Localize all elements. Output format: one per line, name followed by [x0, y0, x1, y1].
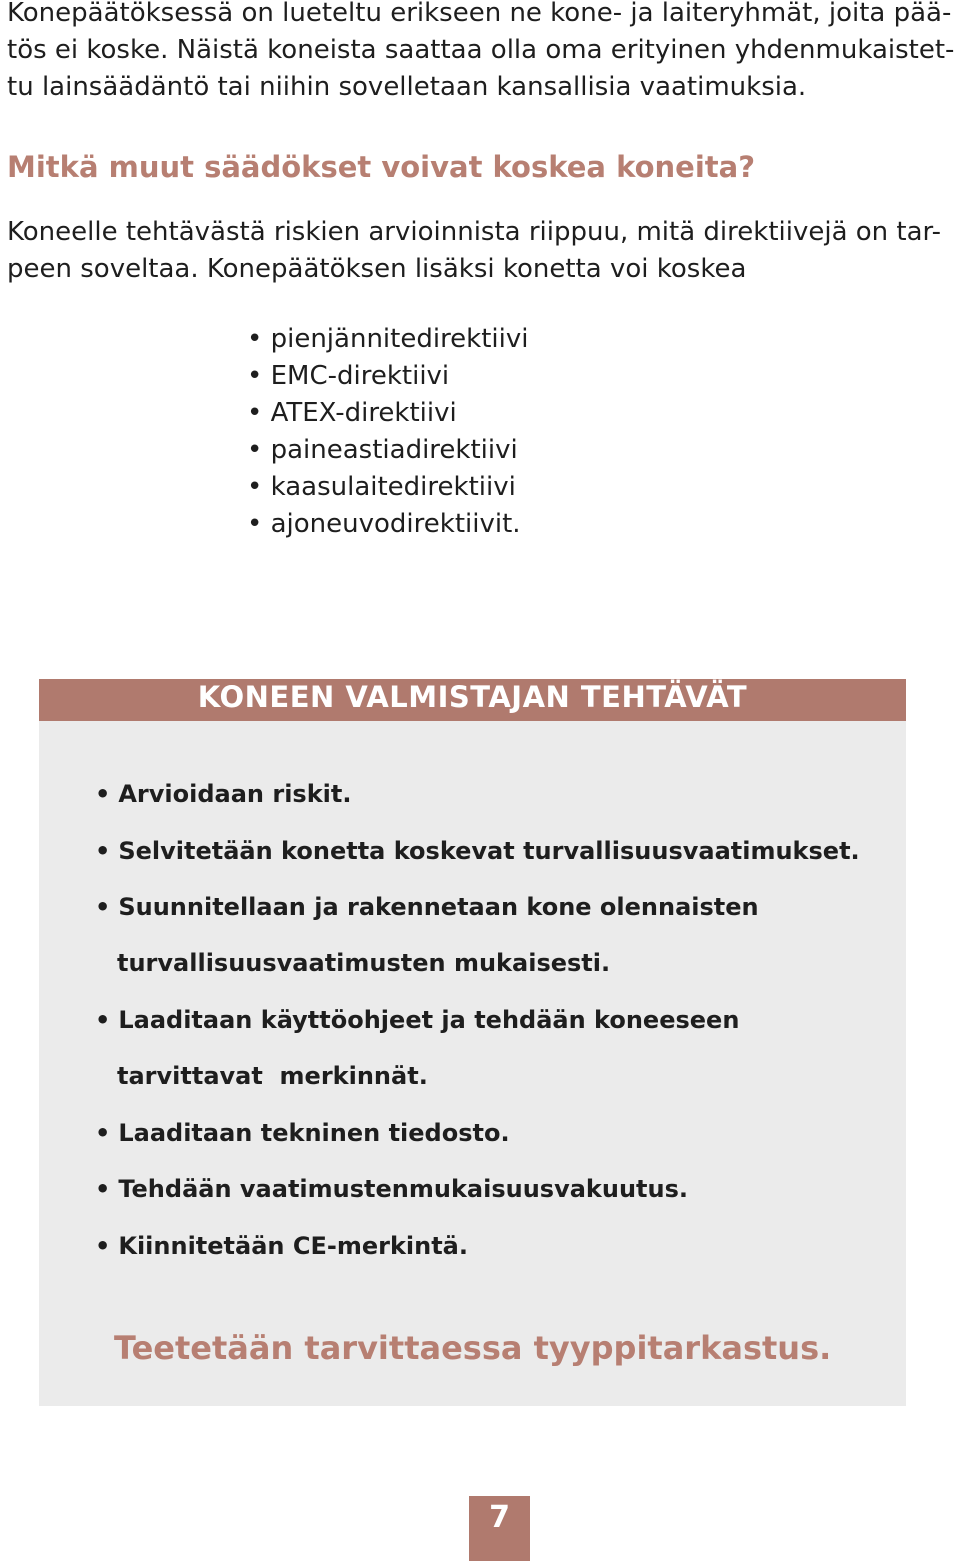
- task-item: [95, 779, 351, 809]
- intro-line: tös ei koske. Näistä koneista saattaa olla oma erityinen yhdenmukaistet-: [7, 35, 955, 65]
- bullet-icon: •: [95, 780, 111, 808]
- task-item: [95, 836, 860, 866]
- task-text: Selvitetään konetta koskevat turvallisuusvaatimukset.: [118, 837, 860, 865]
- bullet-icon: •: [95, 1175, 111, 1203]
- directive-list: [247, 321, 529, 543]
- box-footer-note: Teetetään tarvittaessa tyyppitarkastus.: [114, 1329, 832, 1367]
- page-number-badge: [469, 1496, 530, 1561]
- task-item: [95, 1174, 688, 1204]
- task-text: Tehdään vaatimustenmukaisuusvakuutus.: [118, 1175, 689, 1203]
- task-text-continuation: turvallisuusvaatimusten mukaisesti.: [117, 949, 611, 977]
- intro-paragraph: [7, 0, 954, 106]
- bullet-icon: •: [95, 1232, 111, 1260]
- directive-list-item: • kaasulaitedirektiivi: [247, 469, 529, 506]
- box-header-bar: [39, 679, 906, 721]
- section-paragraph-line: peen soveltaa. Konepäätöksen lisäksi konetta voi koskea: [7, 254, 747, 284]
- task-item: [95, 1231, 468, 1261]
- directive-list-item: • paineastiadirektiivi: [247, 432, 529, 469]
- directive-list-item: • EMC-direktiivi: [247, 358, 529, 395]
- intro-line: Konepäätöksessä on lueteltu erikseen ne kone- ja laiteryhmät, joita pää-: [7, 0, 952, 28]
- section-heading: Mitkä muut säädökset voivat koskea koneita?: [7, 150, 756, 184]
- bullet-icon: •: [95, 1006, 111, 1034]
- section-paragraph: [7, 214, 941, 288]
- task-item: [95, 1118, 510, 1148]
- bullet-icon: •: [95, 893, 111, 921]
- task-text: Kiinnitetään CE-merkintä.: [118, 1232, 468, 1260]
- task-item: [95, 892, 759, 922]
- section-paragraph-line: Koneelle tehtävästä riskien arvioinnista riippuu, mitä direktiivejä on tar-: [7, 217, 941, 247]
- task-item: [95, 1005, 739, 1035]
- page-number: 7: [489, 1500, 510, 1535]
- directive-list-item: • ajoneuvodirektiivit.: [247, 506, 529, 543]
- directive-list-item: • ATEX-direktiivi: [247, 395, 529, 432]
- task-text: Laaditaan käyttöohjeet ja tehdään koneeseen: [118, 1006, 740, 1034]
- task-text: Laaditaan tekninen tiedosto.: [118, 1119, 510, 1147]
- task-text-continuation: tarvittavat merkinnät.: [117, 1062, 428, 1090]
- task-text: Arvioidaan riskit.: [118, 780, 352, 808]
- manufacturer-tasks-box: [39, 679, 906, 1406]
- bullet-icon: •: [95, 837, 111, 865]
- task-text: Suunnitellaan ja rakennetaan kone olennaisten: [118, 893, 759, 921]
- directive-list-item: • pienjännitedirektiivi: [247, 321, 529, 358]
- box-title: KONEEN VALMISTAJAN TEHTÄVÄT: [197, 680, 748, 714]
- bullet-icon: •: [95, 1119, 111, 1147]
- intro-line: tu lainsäädäntö tai niihin sovelletaan kansallisia vaatimuksia.: [7, 72, 807, 102]
